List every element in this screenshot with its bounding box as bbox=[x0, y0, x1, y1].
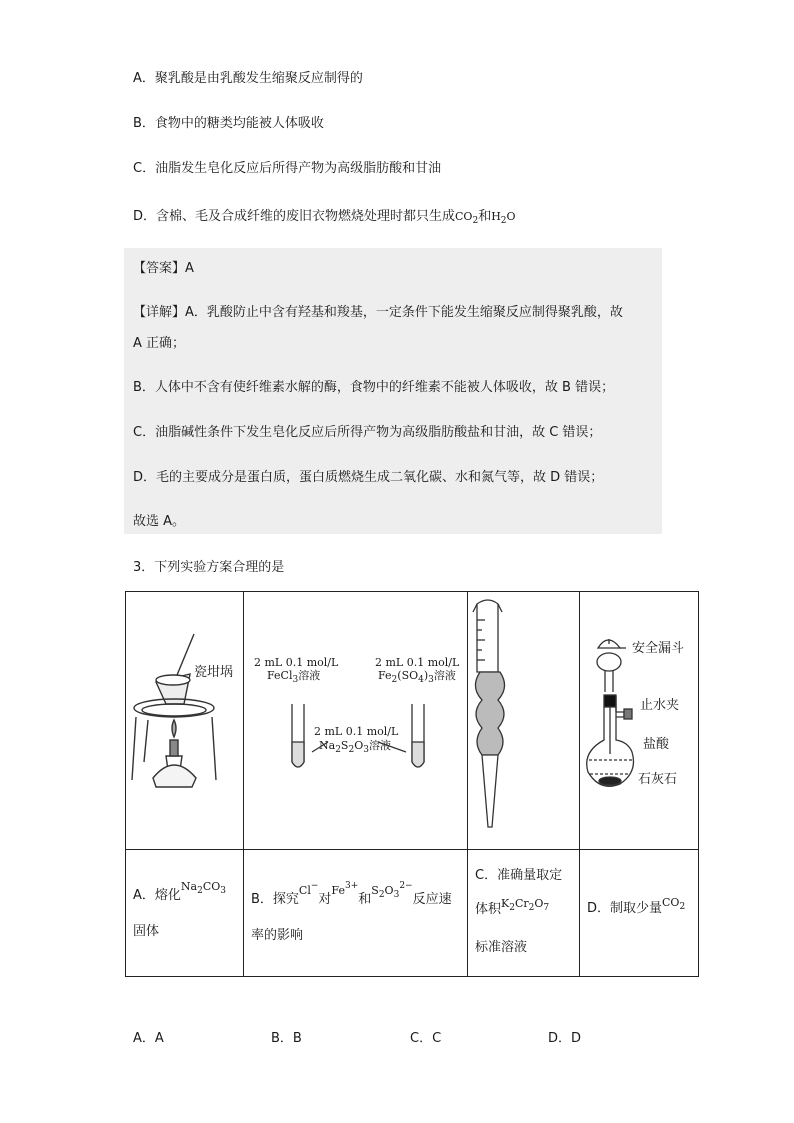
question-3: 3．下列实验方案合理的是 bbox=[133, 560, 285, 575]
option-d-and: 和 bbox=[478, 209, 492, 224]
fecl3-formula: FeCl bbox=[267, 669, 293, 682]
detail-line-1b: A 正确； bbox=[133, 336, 186, 351]
caption-a-text-2: 固体 bbox=[133, 924, 160, 939]
caption-c-text-2: 体积 bbox=[475, 902, 502, 917]
na2s2o3-sub-s: 2 bbox=[348, 745, 355, 755]
na2s2o3-amount: 2 mL 0.1 mol/L bbox=[314, 725, 399, 738]
burette-figure bbox=[468, 592, 579, 845]
option-d bbox=[133, 205, 516, 226]
choice-b: B．B bbox=[271, 1031, 302, 1046]
fe2so43-label: $Fe_2(SO_4)_3$溶液 bbox=[378, 669, 456, 685]
caption-a-cell bbox=[126, 850, 244, 977]
figure-b-cell bbox=[244, 592, 468, 850]
caption-c-text-3: 标准溶液 bbox=[475, 940, 528, 955]
option-c: C．油脂发生皂化反应后所得产物为高级脂肪酸和甘油 bbox=[133, 161, 442, 176]
answer-line: 【答案】A bbox=[133, 261, 194, 276]
caption-c-cell bbox=[468, 850, 580, 977]
detail-line-5: 故选 A。 bbox=[133, 514, 186, 529]
fe2so43-amount: 2 mL 0.1 mol/L bbox=[375, 656, 460, 669]
formula-fe3-ion: Fe3+ bbox=[331, 881, 359, 897]
choice-a: A．A bbox=[133, 1031, 164, 1046]
fe2so43-sub-3: 3 bbox=[428, 675, 434, 685]
detail-line-3: C．油脂碱性条件下发生皂化反应后所得产物为高级脂肪酸盐和甘油，故 C 错误； bbox=[133, 425, 602, 440]
caption-d-text: D．制取少量 bbox=[587, 901, 663, 916]
caption-c bbox=[475, 859, 562, 965]
figure-d-cell bbox=[580, 592, 699, 850]
fe2so43-formula: Fe bbox=[378, 669, 392, 682]
na2s2o3-suffix: 溶液 bbox=[368, 739, 391, 752]
stone-label: 石灰石 bbox=[638, 772, 678, 787]
fe2so43-suffix: 溶液 bbox=[433, 669, 456, 682]
fe2so43-sub-fe: 2 bbox=[391, 675, 398, 685]
acid-label: 盐酸 bbox=[643, 737, 670, 752]
na2s2o3-formula: Na bbox=[319, 739, 336, 752]
caption-b-text-5: 率的影响 bbox=[251, 928, 304, 943]
caption-c-text: C．准确量取定 bbox=[475, 868, 563, 883]
caption-b-cell bbox=[244, 850, 468, 977]
option-b: B．食物中的糖类均能被人体吸收 bbox=[133, 116, 324, 131]
option-d-text: D．含棉、毛及合成纤维的废旧衣物燃烧处理时都只生成 bbox=[133, 209, 456, 224]
na2s2o3-label: $Na_2S_2O_3$溶液 bbox=[319, 739, 391, 755]
caption-a bbox=[133, 880, 226, 947]
clamp-label: 止水夹 bbox=[640, 698, 680, 713]
figure-c-cell bbox=[468, 592, 580, 850]
formula-h2o: $H_2O$ bbox=[491, 210, 516, 226]
option-a: A．聚乳酸是由乳酸发生缩聚反应制得的 bbox=[133, 71, 363, 86]
formula-cl-ion: Cl− bbox=[298, 881, 319, 897]
formula-s2o3-ion: S2O32− bbox=[371, 881, 413, 900]
fecl3-label bbox=[267, 669, 320, 687]
caption-a-text: A．熔化 bbox=[133, 888, 181, 903]
caption-b-text-4: 反应速 bbox=[412, 892, 452, 907]
formula-k2cr2o7: K2Cr2O7 bbox=[501, 897, 550, 913]
figure-a-cell bbox=[126, 592, 244, 850]
answer-box bbox=[124, 248, 662, 534]
fe2so43-sub-o: 4 bbox=[418, 675, 424, 685]
formula-na2co3: Na2CO3 bbox=[180, 880, 226, 896]
co2-generator-figure bbox=[580, 592, 698, 845]
na2s2o3-sub-na: 2 bbox=[335, 745, 341, 755]
fe2so43-so4: (SO bbox=[397, 669, 419, 682]
fecl3-sub: 3 bbox=[292, 675, 299, 685]
caption-b-text: B．探究 bbox=[251, 892, 299, 907]
choice-c: C．C bbox=[410, 1031, 442, 1046]
crucible-label: 瓷坩埚 bbox=[194, 665, 234, 680]
caption-b bbox=[251, 880, 452, 951]
fecl3-suffix: 溶液 bbox=[298, 669, 321, 682]
experiment-table bbox=[125, 591, 699, 977]
formula-co2: $CO_2$ bbox=[455, 210, 479, 226]
detail-line-4: D．毛的主要成分是蛋白质，蛋白质燃烧生成二氧化碳、水和氮气等，故 D 错误； bbox=[133, 470, 604, 485]
test-tubes-figure bbox=[244, 592, 468, 845]
detail-line-1: 【详解】A．乳酸防止中含有羟基和羧基，一定条件下能发生缩聚反应制得聚乳酸，故 bbox=[133, 305, 623, 320]
funnel-label: 安全漏斗 bbox=[632, 641, 685, 656]
detail-line-2: B．人体中不含有使纤维素水解的酶，食物中的纤维素不能被人体吸收，故 B 错误； bbox=[133, 380, 615, 395]
fecl3-amount: 2 mL 0.1 mol/L bbox=[254, 656, 339, 669]
choice-d: D．D bbox=[548, 1031, 582, 1046]
caption-d-cell bbox=[580, 850, 699, 977]
caption-b-text-2: 对 bbox=[318, 892, 332, 907]
formula-co2-d: CO2 bbox=[662, 896, 686, 912]
na2s2o3-sub-o: 3 bbox=[363, 745, 369, 755]
caption-d bbox=[587, 893, 685, 929]
crucible-apparatus-figure bbox=[126, 592, 243, 845]
caption-b-text-3: 和 bbox=[358, 892, 372, 907]
